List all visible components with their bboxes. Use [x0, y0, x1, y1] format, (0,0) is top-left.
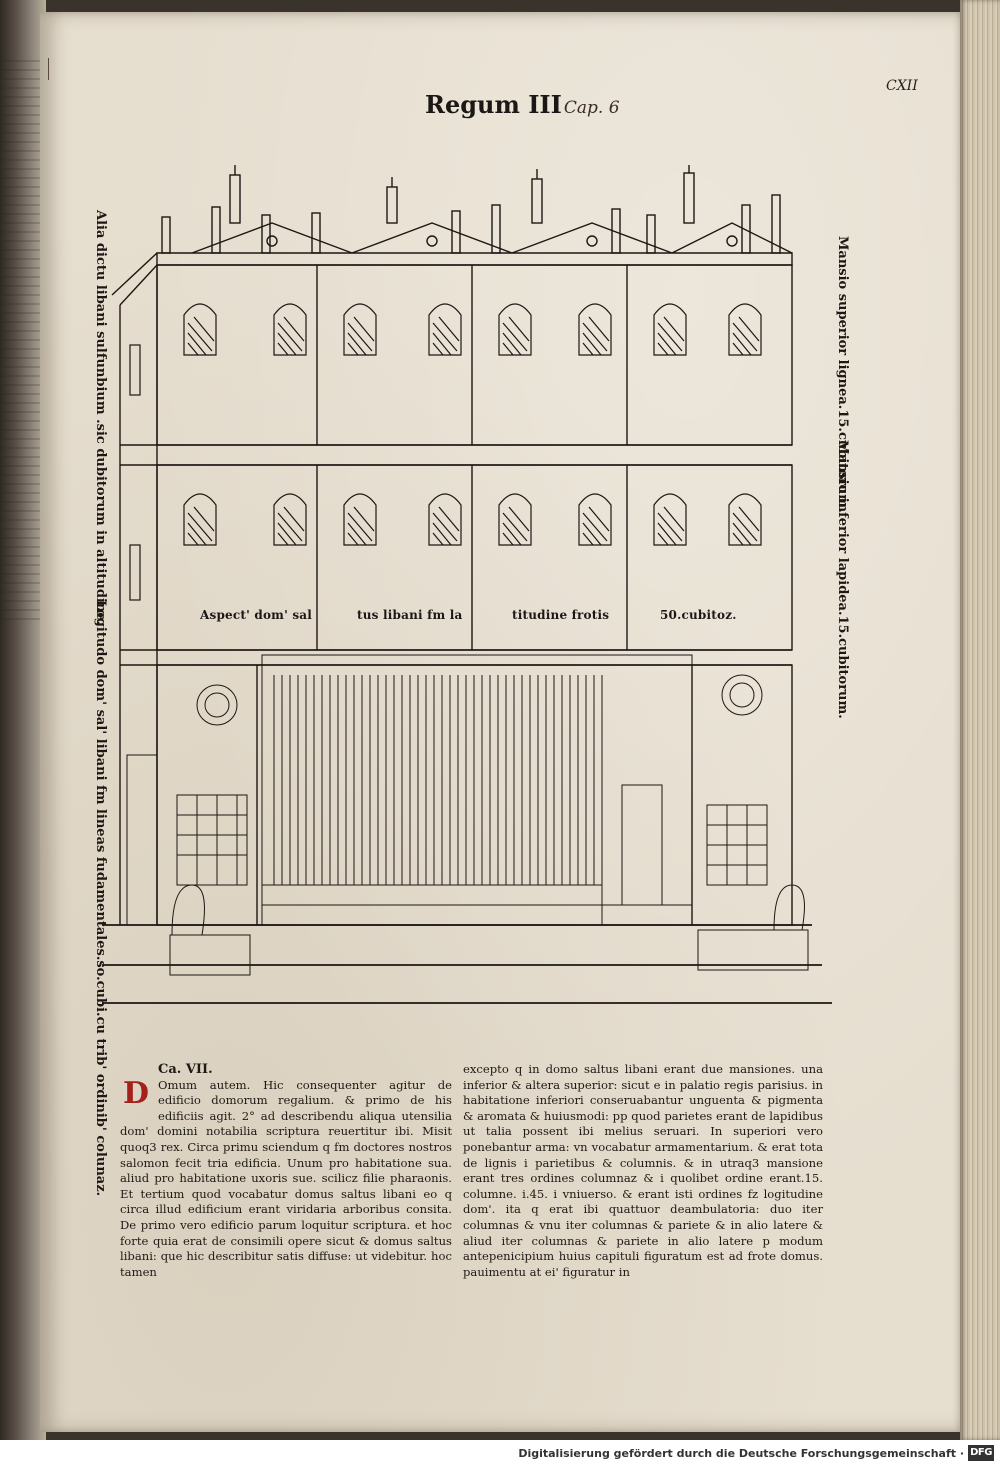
book-title: Regum: [425, 90, 520, 119]
footer-bar: [0, 1440, 1000, 1468]
drop-cap: D: [122, 1076, 149, 1111]
woodcut-drawing: [102, 165, 832, 1010]
side-note-left-top: Alia dictu libani sulfunbium .sic dubitorum in altitudine.: [93, 210, 108, 626]
caption-segment-4: 50.cubitoz.: [660, 608, 737, 622]
left-column-text: Omum autem. Hic consequenter agitur de edificio domorum regalium. & primo de his edificiis agit. 2° ad describendu aliqua utensilia dom' domini notabilia scriptura reuertitur ibi. Misit quoq3 rex. Circa primu sciendum q fm doctores nostros salomon fecit tria edificia. Unum pro habitatione sua. aliud pro habitatione uxoris sue. scilicz filie pharaonis. Et tertium quod vocabatur domus saltus libani eo q circa illud edificium erant viridaria arboribus consita. De primo vero edificio parum loquitur scriptura. et hoc forte quia erat de consimili opere sicut & domus saltus libani: que hic describitur satis diffuse: ut videbitur. hoc tamen: [120, 1077, 452, 1279]
chapter-note: Cap. 6: [563, 98, 620, 118]
facing-page-text: [2, 60, 42, 620]
margin-mark: [48, 58, 52, 80]
right-column-text: excepto q in domo saltus libani erant due mansiones. una inferior & altera superior: sicut e in palatio regis parisius. in habitatione inferiori conseruabantur unguenta & pigmenta & aromata & huiusmodi: pp quod parietes erant de lapidibus ut talia possent ibi melius seruari. In superiori vero ponebantur arma: vn vocabatur armamentarium. & erat tota de lignis i parietibus & columnis. & in utraq3 mansione erant tres ordines columnaz & i quolibet ordine erant.15. columne. i.45. i vniuerso. & erant isti ordines fz logitudine dom'. ita q erat ibi quattuor deambulatoria: duo iter columnas & vnu iter columnas & pariete & in alio latere & aliud iter columnas & pariete in alio latere p modum antepenicipium huius capituli figuratum est ad frote domus. pauimentu at ei' figuratur in: [463, 1062, 823, 1279]
text-column-right: [463, 1062, 823, 1280]
caption-segment-3: titudine frotis: [512, 608, 610, 622]
folio-number: CXII: [886, 78, 918, 94]
caption-segment-2: tus libani fm la: [357, 608, 463, 622]
side-note-left-bottom: Logitudo dom' sal' libani fm lineas fudamentales.so.cubi.cu trib' ordinib' colunaz.: [93, 600, 108, 1197]
dfg-logo: DFG: [968, 1445, 994, 1461]
running-header: [425, 90, 620, 119]
side-note-right-bottom: Mansio inferior lapidea.15.cubitorum.: [835, 440, 850, 719]
book-numeral: III: [528, 90, 562, 119]
page-edges: [960, 0, 1000, 1440]
chapter-label: Ca. VII.: [158, 1062, 213, 1077]
text-column-left: [120, 1062, 452, 1280]
caption-segment-1: Aspect' dom' sal: [200, 608, 313, 622]
side-note-right-top: Mansio superior lignea.15.cubitorum.: [835, 236, 850, 513]
footer-credit: Digitalisierung gefördert durch die Deutsche Forschungsgemeinschaft ·: [518, 1447, 964, 1460]
palace-woodcut: [102, 165, 832, 1010]
